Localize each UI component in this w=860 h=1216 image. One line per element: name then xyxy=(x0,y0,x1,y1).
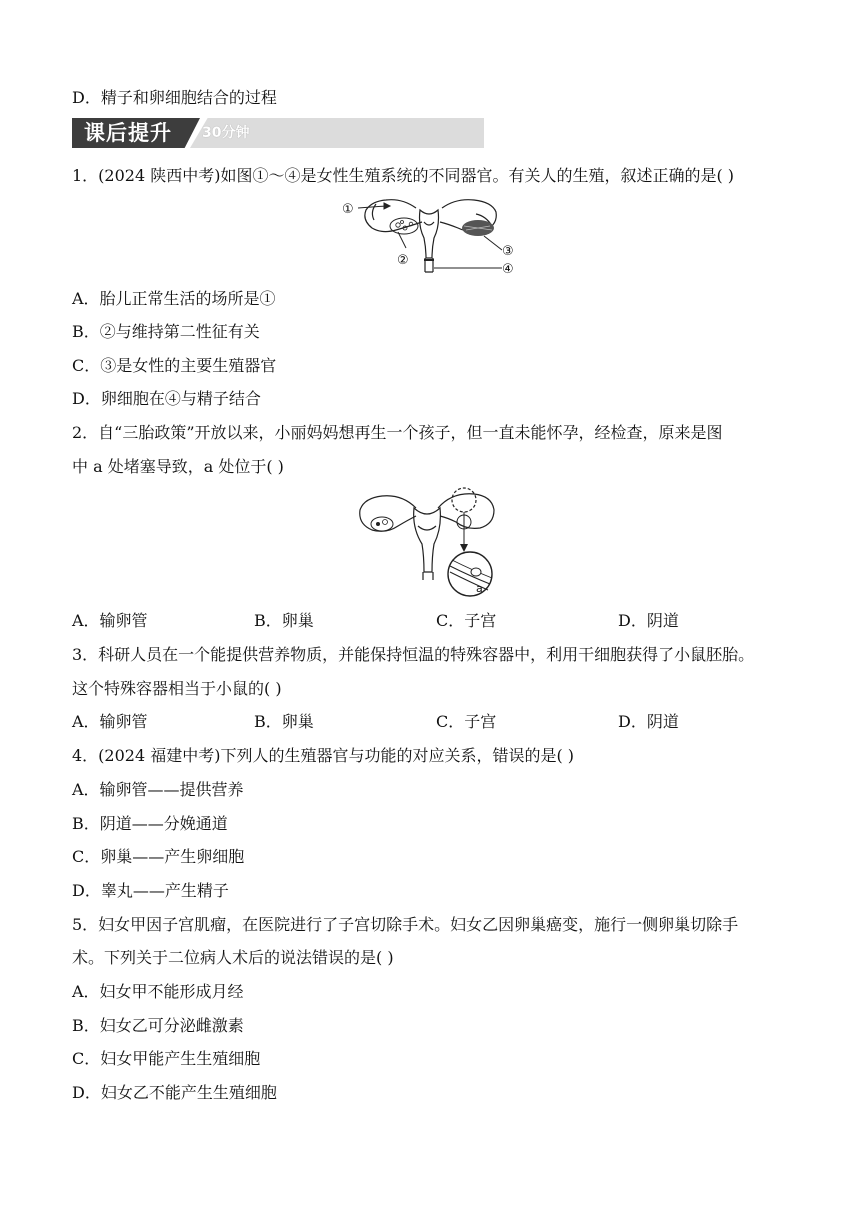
banner-title: 课后提升 xyxy=(84,121,172,145)
q3-stem-line1: 3．科研人员在一个能提供营养物质，并能保持恒温的特殊容器中，利用干细胞获得了小鼠胚胎。 xyxy=(72,645,755,664)
ovary-left-icon xyxy=(390,218,418,234)
previous-option-d: D．精子和卵细胞结合的过程 xyxy=(72,88,277,107)
q4-option-b: B．阴道——分娩通道 xyxy=(72,814,228,833)
q1-label-1: ① xyxy=(342,202,354,217)
q4-option-c: C．卵巢——产生卵细胞 xyxy=(72,847,245,866)
q2-stem-line2: 中 a 处堵塞导致，a 处位于( ) xyxy=(72,457,284,476)
q5-stem-line2: 术。下列关于二位病人术后的说法错误的是( ) xyxy=(72,948,394,967)
q1-label-3: ③ xyxy=(502,244,514,259)
q2-options xyxy=(72,610,792,632)
zoom-arrow-icon xyxy=(460,544,468,552)
q2-option-b: B．卵巢 xyxy=(254,611,314,630)
q3-options xyxy=(72,711,792,733)
q5-stem-line1: 5．妇女甲因子宫肌瘤，在医院进行了子宫切除手术。妇女乙因卵巢癌变，施行一侧卵巢切除手 xyxy=(72,915,739,934)
section-banner xyxy=(72,118,484,148)
q3-option-a: A．输卵管 xyxy=(72,712,148,731)
q5-option-b: B．妇女乙可分泌雌激素 xyxy=(72,1016,244,1035)
q2-figure xyxy=(352,486,504,600)
q2-option-d: D．阴道 xyxy=(618,611,679,630)
q2-option-a: A．输卵管 xyxy=(72,611,148,630)
q3-option-c: C．子宫 xyxy=(436,712,497,731)
q3-option-d: D．阴道 xyxy=(618,712,679,731)
q1-stem: 1．(2024 陕西中考)如图①～④是女性生殖系统的不同器官。有关人的生殖，叙述正确的是( ) xyxy=(72,166,735,185)
q3-option-b: B．卵巢 xyxy=(254,712,314,731)
q1-option-b: B．②与维持第二性征有关 xyxy=(72,322,260,341)
q2-option-c: C．子宫 xyxy=(436,611,497,630)
q5-option-a: A．妇女甲不能形成月经 xyxy=(72,982,244,1001)
q1-figure xyxy=(336,192,522,278)
q4-stem: 4．(2024 福建中考)下列人的生殖器官与功能的对应关系，错误的是( ) xyxy=(72,746,575,765)
q4-option-d: D．睾丸——产生精子 xyxy=(72,881,229,900)
q1-option-a: A．胎儿正常生活的场所是① xyxy=(72,289,276,308)
q2-label-a: a xyxy=(476,582,483,595)
q1-label-4: ④ xyxy=(502,262,514,277)
q2-stem-line1: 2．自“三胎政策”开放以来，小丽妈妈想再生一个孩子，但一直未能怀孕，经检查，原来是图 xyxy=(72,423,723,442)
q5-option-c: C．妇女甲能产生生殖细胞 xyxy=(72,1049,261,1068)
magnified-tube-icon xyxy=(448,552,492,596)
q4-option-a: A．输卵管——提供营养 xyxy=(72,780,244,799)
q1-label-2: ② xyxy=(397,253,409,268)
q1-option-d: D．卵细胞在④与精子结合 xyxy=(72,389,261,408)
q3-stem-line2: 这个特殊容器相当于小鼠的( ) xyxy=(72,679,282,698)
q5-option-d: D．妇女乙不能产生生殖细胞 xyxy=(72,1083,277,1102)
banner-time: 30分钟 xyxy=(202,125,250,141)
ovary-right-icon xyxy=(462,220,494,236)
q1-option-c: C．③是女性的主要生殖器官 xyxy=(72,356,277,375)
